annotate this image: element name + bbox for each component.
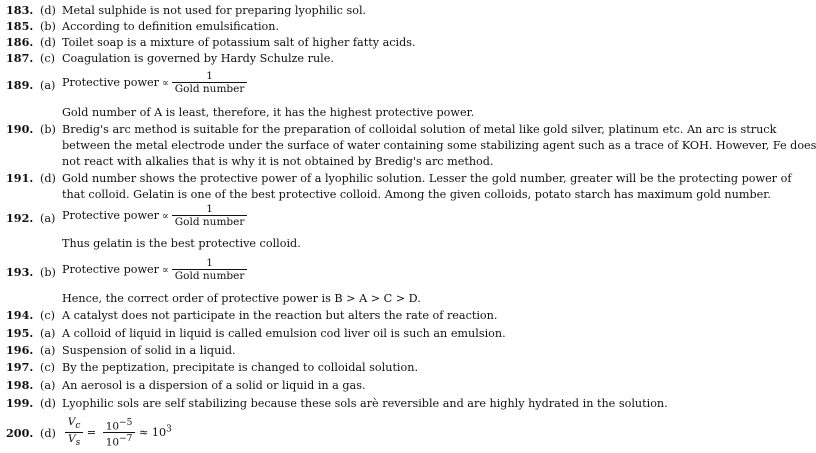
question-number: 191. [6,171,34,185]
answer-option: (b) [40,20,56,33]
explanation-line-1: Gold number shows the protective power of a lyophilic solution. Lesser the gold number, greater will be the protecting power of [62,172,792,185]
explanation: By the peptization, precipitate is changed to colloidal solution. [62,361,419,374]
answer-option: (a) [40,212,56,225]
explanation-line-2: between the metal electrode under the surface of water containing some stabilizing agent such as a trace of KOH. However, Fe does [62,139,816,152]
explanation: Toilet soap is a mixture of potassium salt of higher fatty acids. [62,36,416,49]
question-number: 194. [6,308,34,322]
question-number: 192. [6,211,34,225]
question-number: 200. [6,426,34,440]
explanation: Coagulation is governed by Hardy Schulze rule. [62,52,334,65]
explanation: A colloid of liquid in liquid is called emulsion cod liver oil is such an emulsion. [62,327,506,340]
explanation: According to definition emulsification. [62,20,280,33]
question-number: 198. [6,378,34,392]
explanation: A catalyst does not participate in the reaction but alters the rate of reaction. [62,309,498,322]
formula-label: Protective power [62,209,160,222]
fraction-numerator: 1 [206,70,213,82]
answer-option: (b) [40,123,56,136]
answer-option: (a) [40,344,56,357]
answer-option: (d) [40,397,56,410]
explanation: Thus gelatin is the best protective colloid. [62,237,301,250]
explanation: Gold number of A is least, therefore, it has the highest protective power. [62,106,475,119]
explanation-line-2: that colloid. Gelatin is one of the best protective colloid. Among the given colloids, potato starch has maximum gold number. [62,188,771,201]
rhs-numerator: 10 [105,420,120,433]
fraction-denominator: Gold number [172,269,248,283]
formula [62,203,247,229]
explanation: Hence, the correct order of protective power is B > A > C > D. [62,292,421,305]
approx-symbol: ≈ [138,426,149,440]
answer-option: (d) [40,4,56,17]
formula [62,416,172,450]
rhs-denominator: 10 [105,436,120,449]
answer-option: (b) [40,266,56,279]
result: $10^3$ [151,424,172,440]
fraction-volume-ratio: $\frac{V_c}{V_s}$ [65,416,83,450]
question-number: 193. [6,265,34,279]
question-number: 196. [6,343,34,357]
answer-190 [6,122,816,170]
proportional-symbol: ∝ [162,78,169,89]
formula-label: Protective power [62,263,160,276]
fraction-denominator: Gold number [172,82,248,96]
question-number: 185. [6,19,34,33]
fraction [172,257,248,283]
answer-option: (c) [40,52,55,65]
answer-193 [6,257,730,287]
lhs-numerator: V [67,416,76,428]
answer-189 [6,70,730,100]
equals-symbol: = [86,426,97,440]
question-number: 189. [6,78,34,92]
lhs-denominator: V [68,433,76,446]
answer-option: (d) [40,427,56,440]
answer-191 [6,171,792,203]
fraction [172,203,248,229]
formula [62,70,247,96]
question-number: 199. [6,396,34,410]
answer-option: (a) [40,79,56,92]
fraction-denominator: Gold number [172,215,248,229]
formula [62,257,247,283]
question-number: 197. [6,360,34,374]
question-number: 187. [6,51,34,65]
explanation-line-3: not react with alkalies that is why it is not obtained by Bredig's arc method. [62,155,494,168]
proportional-symbol: ∝ [162,211,169,222]
answer-192 [6,203,730,233]
fraction-numerator: 1 [206,203,213,215]
answer-200 [6,414,730,450]
fraction [172,70,248,96]
answer-option: (d) [40,172,56,185]
question-number: 183. [6,3,34,17]
answer-option: (a) [40,379,56,392]
explanation-line-1: Bredig's arc method is suitable for the preparation of colloidal solution of metal like gold silver, platinum etc. An arc is struck [62,123,777,136]
explanation: An aerosol is a dispersion of a solid or liquid in a gas. [62,379,366,392]
answer-option: (a) [40,327,56,340]
explanation: Metal sulphide is not used for preparing lyophilic sol. [62,4,367,17]
question-number: 190. [6,122,34,136]
question-number: 186. [6,35,34,49]
answer-option: (d) [40,36,56,49]
fraction-values: $\frac{10^{-5}}{10^{-7}}$ [103,417,136,450]
formula-label: Protective power [62,76,160,89]
proportional-symbol: ∝ [162,265,169,276]
answer-option: (c) [40,361,55,374]
fraction-numerator: 1 [206,257,213,269]
question-number: 195. [6,326,34,340]
explanation: Lyophilic sols are self stabilizing because these sols arè reversible and are highly hydrated in the solution. [62,397,668,410]
explanation: Suspension of solid in a liquid. [62,344,236,357]
answer-option: (c) [40,309,55,322]
